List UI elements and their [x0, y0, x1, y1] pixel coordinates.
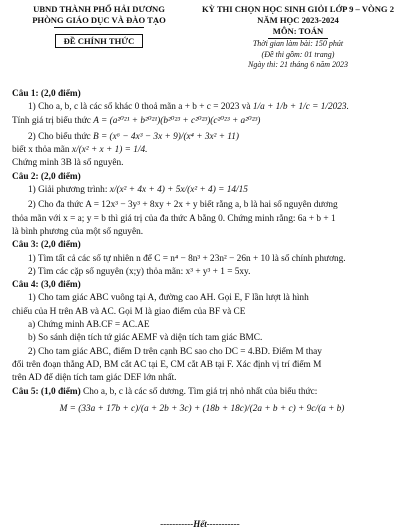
department-name: PHÒNG GIÁO DỤC VÀ ĐÀO TẠO	[32, 15, 166, 25]
question-2-part-1	[12, 184, 392, 197]
question-2-part-2a: 2) Cho đa thức A = 12x³ − 3y³ + 8xy + 2x + y biết rằng a, b là hai số nguyên dương	[28, 200, 338, 211]
question-3-title: Câu 3: (2,0 điểm)	[12, 240, 81, 251]
q1-p1-equation: 1/a + 1/b + 1/c = 1/2023.	[252, 102, 349, 113]
q1-expression-b: B = (x⁶ − 4x³ − 3x + 9)/(x⁴ + 3x² + 11)	[92, 131, 240, 142]
header-right	[200, 4, 396, 71]
official-stamp: ĐỀ CHÍNH THỨC	[55, 34, 144, 48]
question-5	[12, 386, 392, 399]
q1-p1-text: 1) Cho a, b, c là các số khác 0 thoả mãn a + b + c = 2023 và	[28, 102, 251, 113]
question-1-title: Câu 1: (2,0 điểm)	[12, 89, 81, 99]
question-4-part-1b: chiếu của H trên AB và AC. Gọi M là giao điểm của BF và CE	[12, 306, 246, 317]
question-3-part-1: 1) Tìm tất cả các số tự nhiên n để C = n⁴ − 8n³ + 23n² − 26n + 10 là số chính phương.	[28, 253, 346, 264]
question-1-part-1b	[12, 115, 392, 128]
question-1-part-2c: Chứng minh 3B là số nguyên.	[12, 158, 124, 169]
ubnd-name: UBND THÀNH PHỐ HẢI DƯƠNG	[33, 4, 165, 14]
question-4-part-2b: đổi trên đoạn thẳng AD, BM cắt AC tại E, CM cắt AB tại F. Xác định vị trí điểm M	[12, 359, 322, 370]
q1-p2b-text: biết x thỏa mãn	[12, 145, 70, 156]
question-4-part-b: b) So sánh diện tích tứ giác AEMF và diện tích tam giác BMC.	[28, 333, 263, 344]
question-5-text: Cho a, b, c là các số dương. Tìm giá trị nhỏ nhất của biểu thức:	[83, 386, 318, 397]
question-1-part-1	[12, 101, 392, 114]
question-4-part-2c: trên AD để diện tích tam giác DEF lớn nhất.	[12, 373, 177, 384]
question-2-title: Câu 2: (2,0 điểm)	[12, 171, 81, 182]
exam-time: Thời gian làm bài: 150 phút	[252, 39, 344, 48]
q1-p1b-text: Tính giá trị biểu thức	[12, 115, 91, 126]
exam-title: KỲ THI CHỌN HỌC SINH GIỎI LỚP 9 – VÒNG 2	[201, 4, 395, 14]
exam-date: Ngày thi: 21 tháng 6 năm 2023	[248, 60, 348, 69]
exam-body	[12, 88, 392, 416]
header-left	[14, 4, 184, 49]
question-2-part-2c: là bình phương của một số nguyên.	[12, 226, 144, 237]
subject: MÔN: TOÁN	[272, 26, 324, 36]
q1-expression-a: A = (a²⁰²¹ + b²⁰²¹)(b²⁰²³ + c²⁰²³)(c²⁰²³ + a²⁰²³)	[93, 115, 261, 126]
header-left-rule	[54, 27, 144, 28]
q2-p1-text: 1) Giải phương trình:	[28, 185, 108, 196]
q1-condition: x/(x² + x + 1) = 1/4.	[71, 145, 148, 156]
school-year: NĂM HỌC 2023-2024	[257, 15, 339, 25]
question-4-part-1a: 1) Cho tam giác ABC vuông tại A, đường cao AH. Gọi E, F lần lượt là hình	[28, 293, 309, 304]
q2-equation: x/(x² + 4x + 4) + 5x/(x² + 4) = 14/15	[109, 185, 248, 196]
question-3-part-2: 2) Tìm các cặp số nguyên (x;y) thỏa mãn: x³ + y³ + 1 = 5xy.	[28, 266, 251, 277]
question-4-part-2a: 2) Cho tam giác ABC, điểm D trên cạnh BC sao cho DC = 4.BD. Điểm M thay	[28, 346, 322, 357]
q1-p2-text: 2) Cho biểu thức	[28, 131, 91, 142]
question-2-part-2b: thỏa mãn với x = a; y = b thì giá trị của đa thức A bằng 0. Chứng minh rằng: 6a + b + 1	[12, 213, 336, 224]
question-1-part-2b	[12, 144, 392, 157]
end-marker: -----------Hết-----------	[160, 519, 240, 529]
page-count: (Đề thi gồm: 01 trang)	[261, 49, 335, 59]
question-5-expression: M = (33a + 17b + c)/(a + 2b + 3c) + (18b + 18c)/(2a + b + c) + 9c/(a + b)	[59, 403, 345, 414]
question-1-part-2	[12, 131, 392, 144]
question-4-part-a: a) Chứng minh AB.CF = AC.AE	[28, 320, 150, 331]
question-5-title: Câu 5: (1,0 điểm)	[12, 386, 81, 397]
question-4-title: Câu 4: (3,0 điểm)	[12, 280, 81, 291]
